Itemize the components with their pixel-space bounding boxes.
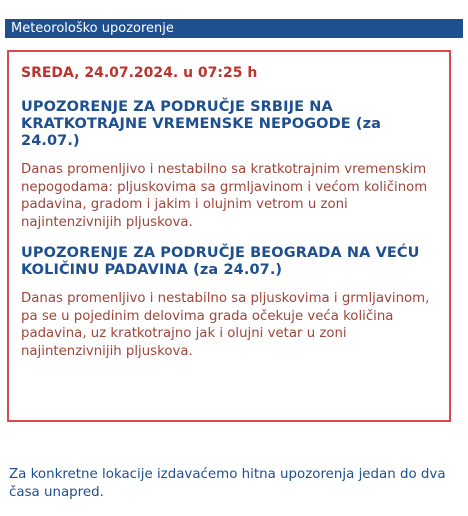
warning-date: SREDA, 24.07.2024. u 07:25 h <box>21 65 258 81</box>
warning-text-belgrade: Danas promenljivo i nestabilno sa pljuskovima i grmljavinom, pa se u pojedinim delovima grada očekuje veća količina padavina, uz kratkotrajno jak i olujni vetar u zoni najintenzivnijih pljuskova. <box>21 291 430 359</box>
warning-heading-serbia: UPOZORENJE ZA PODRUČJE SRBIJE NA KRATKOTRAJNE VREMENSKE NEPOGODE (za 24.07.) <box>21 99 382 149</box>
warning-text-serbia: Danas promenljivo i nestabilno sa kratkotrajnim vremenskim nepogodama: pljuskovima sa grmljavinom i većom količinom padavina, gradom i jakim i olujnim vetrom u zoni najintenzivnijih pljuskova. <box>21 162 428 230</box>
footer-note: Za konkretne lokacije izdavaćemo hitna upozorenja jedan do dva časa unapred. <box>9 467 446 500</box>
warning-box <box>7 50 451 422</box>
page-title: Meteorološko upozorenje <box>5 19 463 38</box>
warning-heading-belgrade: UPOZORENJE ZA PODRUČJE BEOGRADA NA VEĆU KOLIČINU PADAVINA (za 24.07.) <box>21 245 420 278</box>
